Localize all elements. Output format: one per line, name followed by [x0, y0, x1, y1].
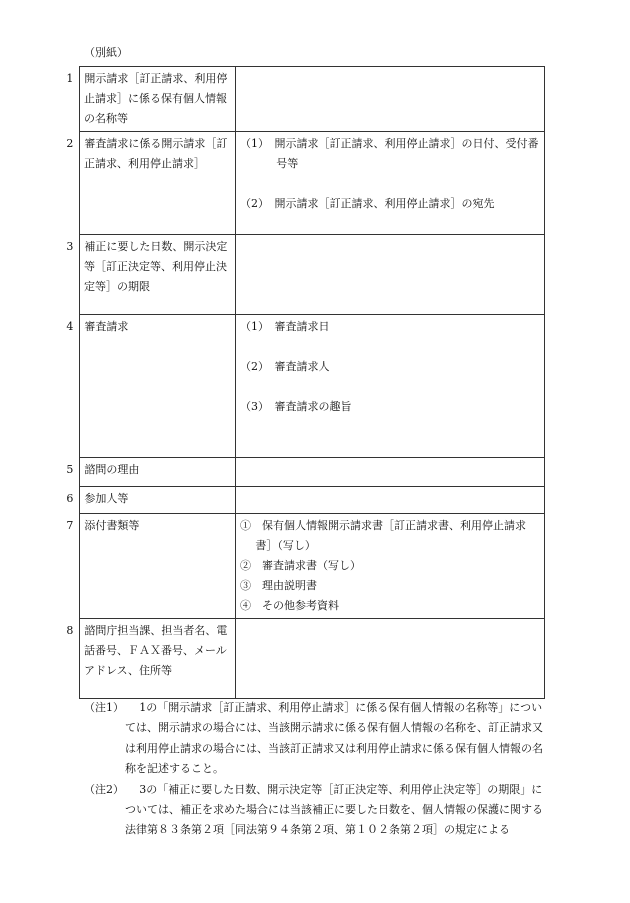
row-label: 4 審査請求 [80, 315, 236, 458]
list-item: （1） 審査請求日 [240, 320, 330, 333]
row-content [236, 514, 545, 619]
appendix-label: （別紙） [84, 46, 128, 59]
row-content [236, 458, 545, 487]
row-content [236, 132, 545, 235]
list-item: （2） 審査請求人 [240, 360, 330, 373]
note-text: 3の「補正に要した日数、開示決定等［訂正決定等、利用停止決定等］の期限」については、補正を求めた場合には当該補正に要した日数を、個人情報の保護に関する法律第８３条第２項［同法第９４条第２項、第１０２条第２項］の規定による [125, 782, 543, 837]
table-row [80, 67, 545, 132]
row-label: 6 参加人等 [80, 487, 236, 514]
row-label: 1 開示請求［訂正請求、利用停止請求］に係る保有個人情報の名称等 [80, 67, 236, 132]
notes-section [84, 698, 548, 841]
list-item: ① 保有個人情報開示請求書［訂正請求書、利用停止請求書］（写し） [240, 519, 526, 552]
note-text: 1の「開示請求［訂正請求、利用停止請求］に係る保有個人情報の名称等」については、開示請求の場合には、当該開示請求に係る保有個人情報の名称を、訂正請求又は利用停止請求の場合には、当該訂正請求又は利用停止請求に係る保有個人情報の名称を記述すること。 [125, 701, 543, 776]
list-item: （3） 審査請求の趣旨 [240, 400, 352, 413]
table-row [80, 235, 545, 315]
note-1 [84, 698, 548, 780]
row-content [236, 619, 545, 699]
note-2 [84, 780, 548, 841]
note-tag: （注2） [84, 782, 124, 796]
row-label: 3 補正に要した日数、開示決定等［訂正決定等、利用停止決定等］の期限 [80, 235, 236, 315]
table-row [80, 132, 545, 235]
table-row [80, 487, 545, 514]
list-item: ③ 理由説明書 [240, 579, 317, 592]
inquiry-form-table [66, 66, 545, 699]
table-row [80, 619, 545, 699]
row-content [236, 487, 545, 514]
row-label: 7 添付書類等 [80, 514, 236, 619]
row-label: 8 諮問庁担当課、担当者名、電話番号、ＦＡＸ番号、メールアドレス、住所等 [80, 619, 236, 699]
table-row [80, 458, 545, 487]
row-label: 5 諮問の理由 [80, 458, 236, 487]
row-content [236, 315, 545, 458]
row-content [236, 67, 545, 132]
table-row [80, 315, 545, 458]
note-tag: （注1） [84, 701, 124, 714]
row-content [236, 235, 545, 315]
list-item: （1） 開示請求［訂正請求、利用停止請求］の日付、受付番号等 [240, 137, 539, 170]
list-item: （2） 開示請求［訂正請求、利用停止請求］の宛先 [240, 197, 495, 210]
list-item: ④ その他参考資料 [240, 599, 339, 612]
table-row [80, 514, 545, 619]
list-item: ② 審査請求書（写し） [240, 559, 361, 572]
row-label: 2 審査請求に係る開示請求［訂正請求、利用停止請求］ [80, 132, 236, 235]
